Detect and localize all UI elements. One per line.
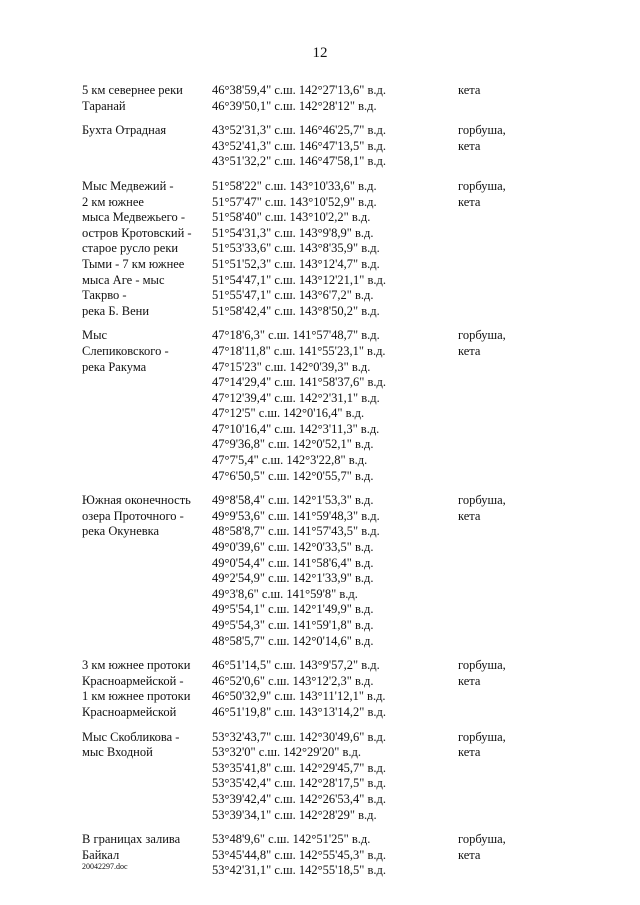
coordinates-line: 53°32'0" с.ш. 142°29'20" в.д. <box>212 745 362 760</box>
coordinates-line: 49°2'54,9" с.ш. 142°1'33,9" в.д. <box>212 571 374 586</box>
coordinates-line: 51°58'40" с.ш. 143°10'2,2" в.д. <box>212 210 371 225</box>
coordinates-line: 47°7'5,4" с.ш. 142°3'22,8" в.д. <box>212 453 368 468</box>
location-line: Таранай <box>82 98 126 113</box>
species-cell <box>458 123 542 170</box>
location-line: Мыс Медвежий - <box>82 178 174 193</box>
species-line: кета <box>458 847 481 862</box>
location-line: Байкал <box>82 847 120 862</box>
coordinates-line: 47°12'39,4" с.ш. 142°2'31,1" в.д. <box>212 390 380 405</box>
coordinates-line: 51°53'33,6" с.ш. 143°8'35,9" в.д. <box>212 241 380 256</box>
coordinates-line: 46°39'50,1" с.ш. 142°28'12" в.д. <box>212 98 377 113</box>
coordinates-line: 53°39'34,1" с.ш. 142°28'29" в.д. <box>212 807 377 822</box>
species-line: горбуша, <box>458 658 506 673</box>
coordinates-cell <box>212 179 458 319</box>
species-cell <box>458 832 542 879</box>
coordinates-line: 47°18'6,3" с.ш. 141°57'48,7" в.д. <box>212 328 380 343</box>
location-cell <box>82 730 212 824</box>
species-line: кета <box>458 508 481 523</box>
species-line: кета <box>458 745 481 760</box>
coordinates-line: 49°3'8,6" с.ш. 141°59'8" в.д. <box>212 586 358 601</box>
coordinates-line: 46°52'0,6" с.ш. 143°12'2,3" в.д. <box>212 673 374 688</box>
species-cell <box>458 493 542 649</box>
location-cell <box>82 832 212 879</box>
coordinates-cell <box>212 832 458 879</box>
species-line: горбуша, <box>458 328 506 343</box>
coordinates-line: 53°39'42,4" с.ш. 142°26'53,4" в.д. <box>212 791 387 806</box>
coordinates-line: 49°5'54,1" с.ш. 142°1'49,9" в.д. <box>212 602 374 617</box>
location-line: мыса Аге - мыс <box>82 272 165 287</box>
footer-filename: 20042297.doc <box>82 862 128 871</box>
location-line: озера Проточного - <box>82 508 184 523</box>
coordinates-line: 46°51'14,5" с.ш. 143°9'57,2" в.д. <box>212 658 380 673</box>
coordinates-line: 46°50'32,9" с.ш. 143°11'12,1" в.д. <box>212 689 386 704</box>
location-line: Мыс <box>82 328 108 343</box>
table-row <box>82 179 542 319</box>
species-line: горбуша, <box>458 123 506 138</box>
coordinates-line: 51°54'47,1" с.ш. 143°12'21,1" в.д. <box>212 272 387 287</box>
coordinates-line: 47°12'5" с.ш. 142°0'16,4" в.д. <box>212 406 365 421</box>
species-line: кета <box>458 194 481 209</box>
location-line: Бухта Отрадная <box>82 123 167 138</box>
location-cell <box>82 179 212 319</box>
species-line: кета <box>458 343 481 358</box>
species-line: горбуша, <box>458 493 506 508</box>
coordinates-line: 53°32'43,7" с.ш. 142°30'49,6" в.д. <box>212 729 387 744</box>
coordinates-cell <box>212 658 458 720</box>
coordinates-line: 47°14'29,4" с.ш. 141°58'37,6" в.д. <box>212 375 387 390</box>
location-line: мыс Входной <box>82 745 153 760</box>
table-row <box>82 83 542 114</box>
coordinates-line: 53°35'42,4" с.ш. 142°28'17,5" в.д. <box>212 776 387 791</box>
location-line: Южная оконечность <box>82 493 191 508</box>
coordinates-line: 46°38'59,4" с.ш. 142°27'13,6" в.д. <box>212 83 387 97</box>
location-line: Слепиковского - <box>82 343 169 358</box>
location-cell <box>82 328 212 484</box>
location-line: 3 км южнее протоки <box>82 658 191 673</box>
coordinates-line: 49°0'54,4" с.ш. 141°58'6,4" в.д. <box>212 555 374 570</box>
coordinates-line: 48°58'8,7" с.ш. 141°57'43,5" в.д. <box>212 524 380 539</box>
species-line: горбуша, <box>458 832 506 847</box>
location-line: река Ракума <box>82 359 147 374</box>
location-line: Тыми - 7 км южнее <box>82 256 185 271</box>
location-line: старое русло реки <box>82 241 179 256</box>
coordinates-line: 47°15'23" с.ш. 142°0'39,3" в.д. <box>212 359 371 374</box>
species-line: кета <box>458 83 481 97</box>
species-cell <box>458 328 542 484</box>
table-row <box>82 658 542 720</box>
coordinates-line: 43°51'32,2" с.ш. 146°47'58,1" в.д. <box>212 154 387 169</box>
table-row <box>82 493 542 649</box>
location-line: река Б. Вени <box>82 303 150 318</box>
coordinates-line: 51°55'47,1" с.ш. 143°6'7,2" в.д. <box>212 288 374 303</box>
coordinates-line: 51°51'52,3" с.ш. 143°12'4,7" в.д. <box>212 256 380 271</box>
location-cell <box>82 83 212 114</box>
species-cell <box>458 83 542 114</box>
coordinates-line: 49°0'39,6" с.ш. 142°0'33,5" в.д. <box>212 540 374 555</box>
coordinates-cell <box>212 83 458 114</box>
location-line: 5 км севернее реки <box>82 83 183 97</box>
coordinates-line: 51°57'47" с.ш. 143°10'52,9" в.д. <box>212 194 377 209</box>
location-line: Красноармейской - <box>82 673 184 688</box>
coordinates-line: 49°9'53,6" с.ш. 141°59'48,3" в.д. <box>212 508 380 523</box>
location-line: 1 км южнее протоки <box>82 689 191 704</box>
species-line: горбуша, <box>458 729 506 744</box>
coordinates-line: 43°52'41,3" с.ш. 146°47'13,5" в.д. <box>212 138 387 153</box>
coordinates-line: 53°42'31,1" с.ш. 142°55'18,5" в.д. <box>212 863 387 878</box>
coordinates-line: 47°10'16,4" с.ш. 142°3'11,3" в.д. <box>212 421 380 436</box>
coordinates-line: 48°58'5,7" с.ш. 142°0'14,6" в.д. <box>212 633 374 648</box>
coordinates-cell <box>212 123 458 170</box>
coordinates-line: 46°51'19,8" с.ш. 143°13'14,2" в.д. <box>212 704 387 719</box>
coordinates-line: 47°18'11,8" с.ш. 141°55'23,1" в.д. <box>212 343 386 358</box>
location-line: река Окуневка <box>82 524 160 539</box>
species-cell <box>458 730 542 824</box>
species-cell <box>458 179 542 319</box>
coordinates-line: 49°5'54,3" с.ш. 141°59'1,8" в.д. <box>212 618 374 632</box>
location-cell <box>82 658 212 720</box>
table-row <box>82 328 542 484</box>
location-line: Такрво - <box>82 288 127 303</box>
coordinates-line: 53°35'41,8" с.ш. 142°29'45,7" в.д. <box>212 760 387 775</box>
species-line: кета <box>458 138 481 153</box>
coordinates-line: 47°9'36,8" с.ш. 142°0'52,1" в.д. <box>212 437 374 452</box>
location-cell <box>82 493 212 649</box>
coordinates-cell <box>212 730 458 824</box>
coordinates-line: 43°52'31,3" с.ш. 146°46'25,7" в.д. <box>212 123 387 138</box>
coordinates-line: 53°45'44,8" с.ш. 142°55'45,3" в.д. <box>212 847 387 862</box>
location-line: В границах залива <box>82 832 181 847</box>
location-line: остров Кротовский - <box>82 225 192 240</box>
table-row <box>82 832 542 879</box>
zones-table <box>82 83 542 888</box>
location-line: Красноармейской <box>82 704 177 719</box>
coordinates-line: 49°8'58,4" с.ш. 142°1'53,3" в.д. <box>212 493 374 508</box>
coordinates-line: 51°58'42,4" с.ш. 143°8'50,2" в.д. <box>212 303 380 318</box>
location-line: 2 км южнее <box>82 194 144 209</box>
species-line: кета <box>458 673 481 688</box>
page-number: 12 <box>312 45 328 61</box>
coordinates-line: 47°6'50,5" с.ш. 142°0'55,7" в.д. <box>212 468 374 483</box>
coordinates-line: 51°58'22" с.ш. 143°10'33,6" в.д. <box>212 178 377 193</box>
species-line: горбуша, <box>458 178 506 193</box>
table-row <box>82 123 542 170</box>
coordinates-cell <box>212 328 458 484</box>
location-line: Мыс Скобликова - <box>82 729 180 744</box>
species-cell <box>458 658 542 720</box>
location-line: мыса Медвежьего - <box>82 210 185 225</box>
coordinates-cell <box>212 493 458 649</box>
location-cell <box>82 123 212 170</box>
table-row <box>82 730 542 824</box>
coordinates-line: 53°48'9,6" с.ш. 142°51'25" в.д. <box>212 832 371 847</box>
coordinates-line: 51°54'31,3" с.ш. 143°9'8,9" в.д. <box>212 225 374 240</box>
